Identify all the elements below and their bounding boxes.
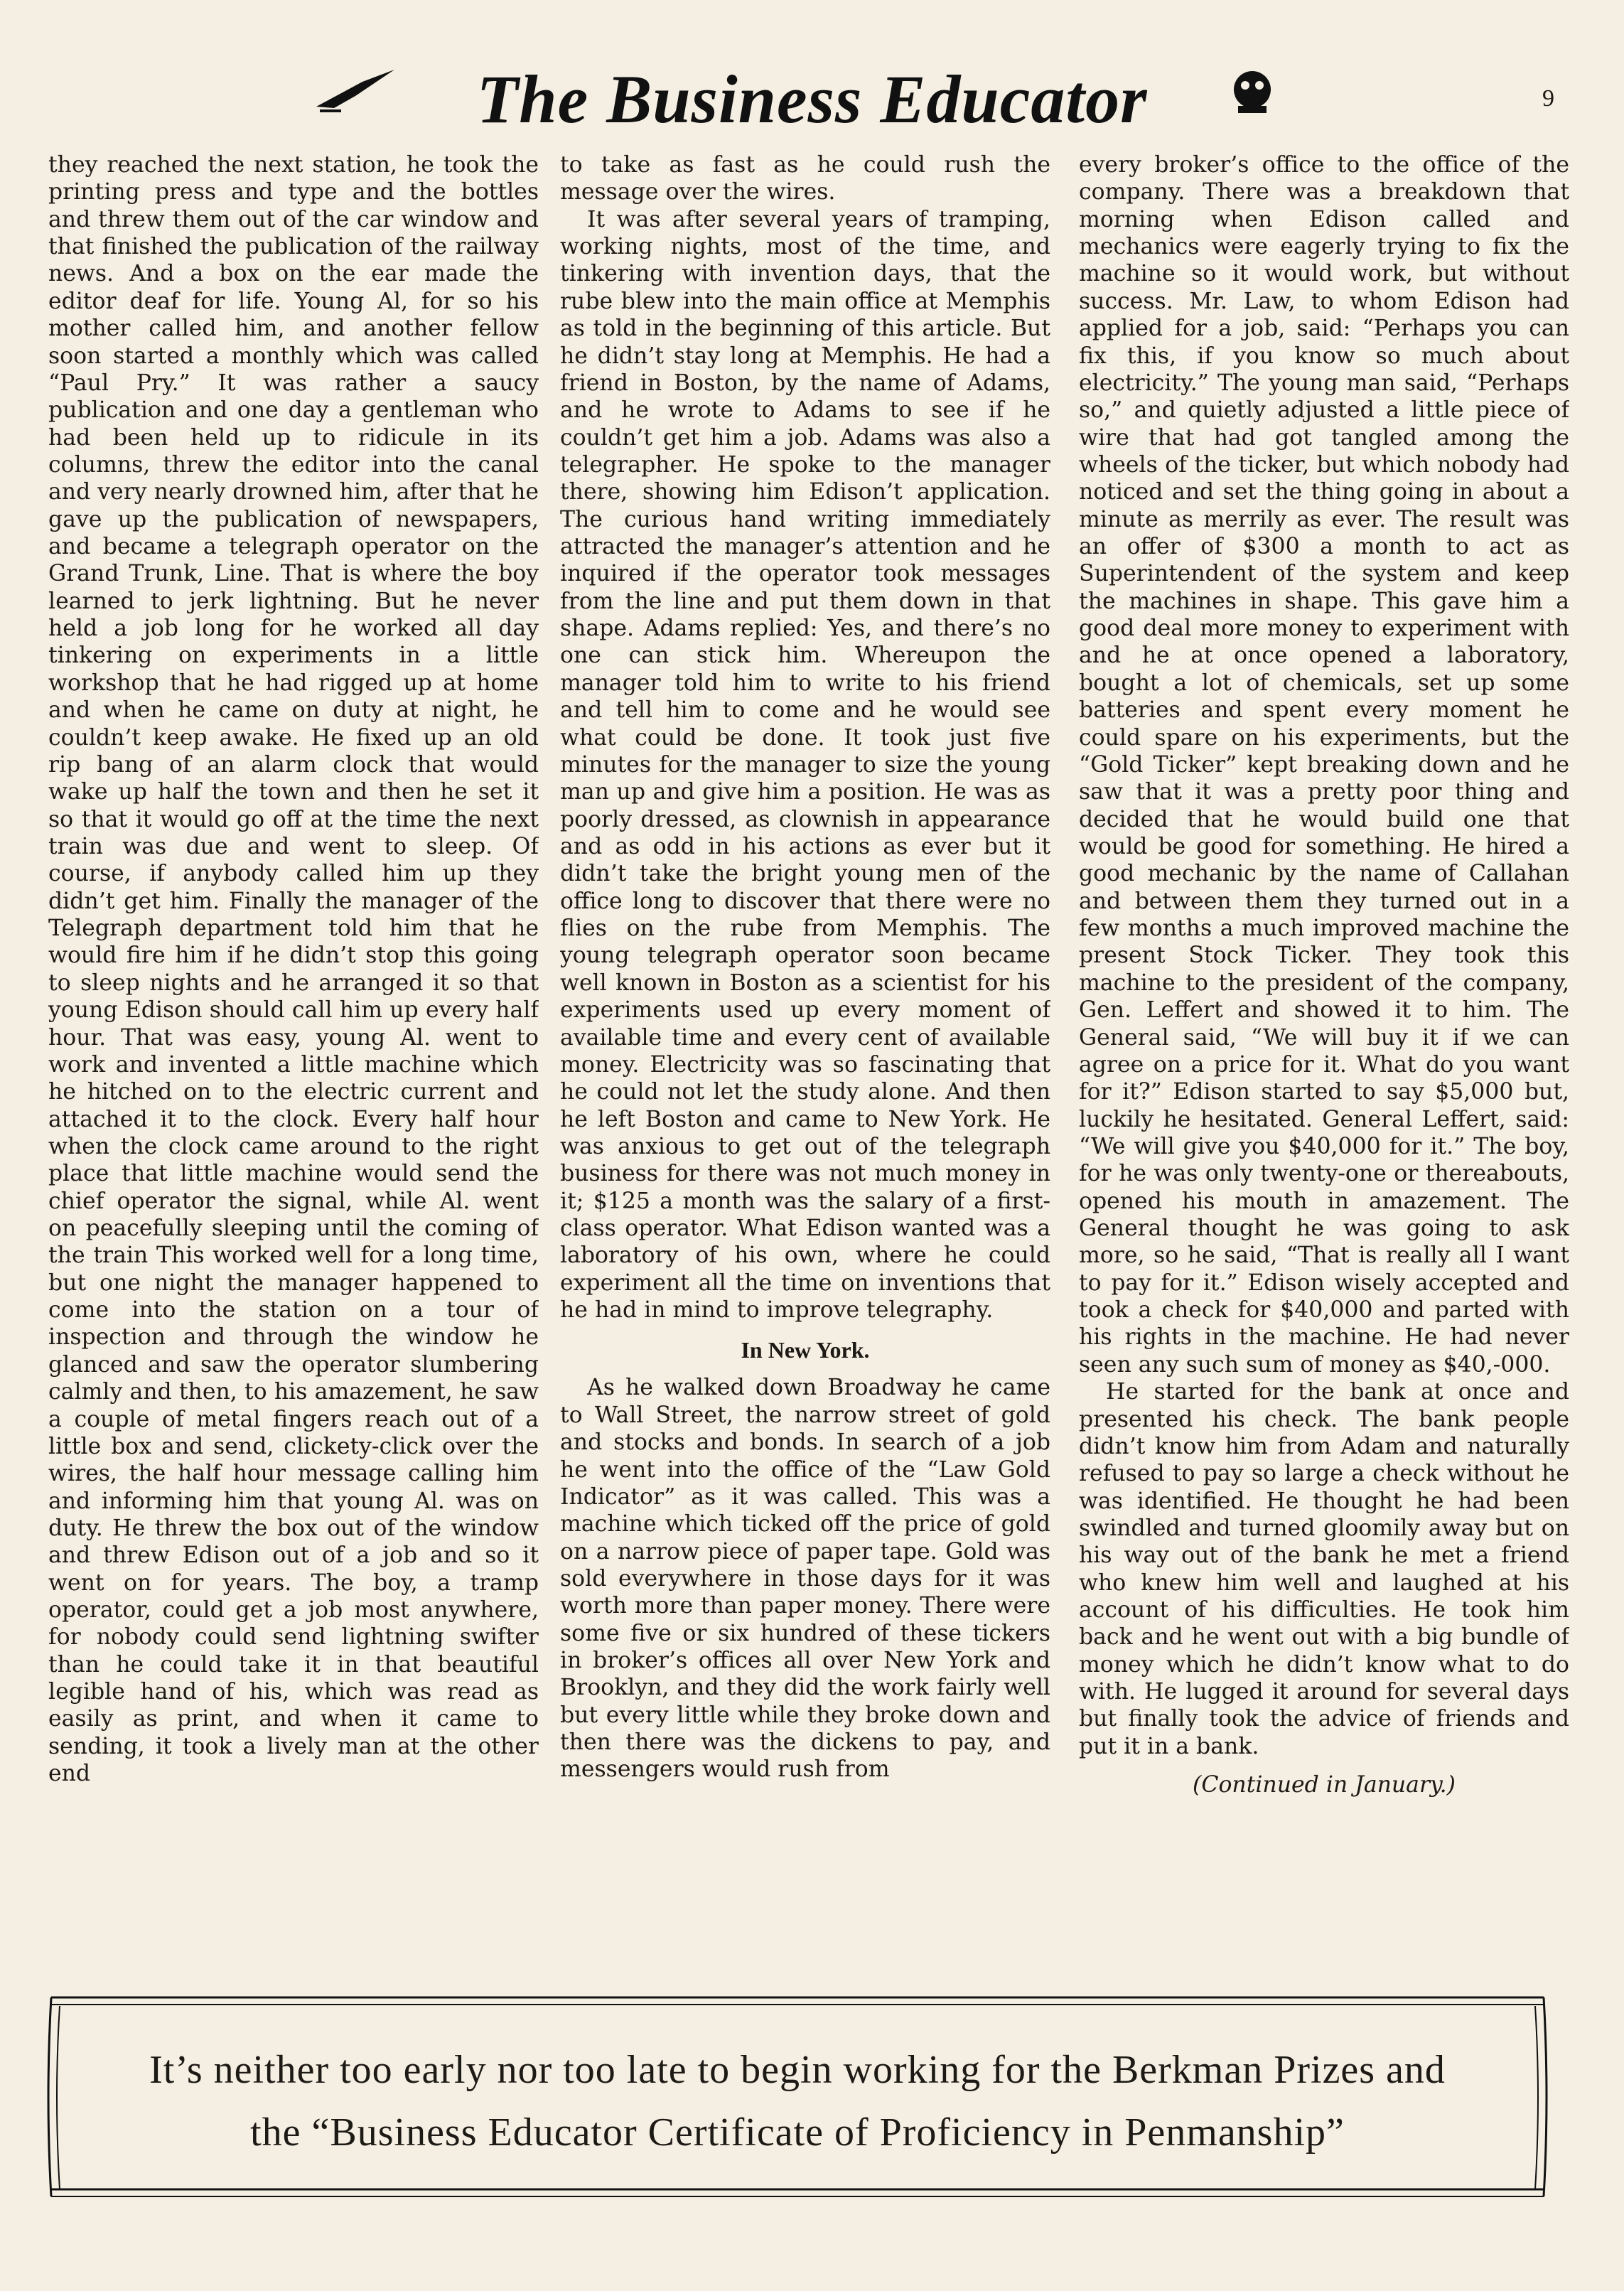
article-column-1: [48, 151, 539, 1971]
announcement-line-1: It’s neither too early nor too late to begin working for the Berkman Prizes and: [149, 2048, 1446, 2092]
emblem-icon: [1224, 67, 1281, 117]
page-number: 9: [1542, 85, 1554, 112]
paragraph: It was after several years of tramping, working nights, most of the time, and tinkering with invention days, that the rube blew into the main office at Memphis as told in the beginning of this article. But he didn’t stay long at Memphis. He had a friend in Boston, by the name of Adams, and he wrote to Adams to see if he couldn’t get him a job. Adams was also a telegrapher. He spoke to the manager there, showing him Edison’t application. The curious hand writing immediately attracted the manager’s attention and he inquired if the operator took messages from the line and put them down in that shape. Adams replied: Yes, and there’s no one can stick him. Whereupon the manager told him to write to his friend and tell him to come and he would see what could be done. It took just five minutes for the manager to size the young man up and give him a position. He was as poorly dressed, as clownish in appearance and as odd in his actions as ever but it didn’t take the bright young men of the office long to discover that there were no flies on the rube from Memphis. The young telegraph operator soon became well known in Boston as a scientist for his experiments used up every moment of available time and every cent of available money. Electricity was so fascinating that he could not let the study alone. And then he left Boston and came to New York. He was anxious to get out of the telegraph business for there was not much money in it; $125 a month was the salary of a first-class operator. What Edison wanted was a laboratory of his own, where he could experiment all the time on inventions that he had in mind to improve telegraphy.: [560, 206, 1050, 1324]
masthead-title: The Business Educator: [476, 61, 1148, 137]
article-column-3: [1079, 151, 1569, 1971]
masthead: [0, 57, 1624, 142]
continued-note: (Continued in January.): [1193, 1772, 1456, 1798]
announcement-box: [44, 1990, 1551, 2204]
ornamental-border: [44, 1990, 1551, 2204]
paragraph: to take as fast as he could rush the message over the wires.: [560, 152, 1050, 205]
paragraph: every broker’s office to the office of the company. There was a breakdown that morning when Edison called and mechanics were eagerly trying to fix the machine so it would work, but without success. Mr. Law, to whom Edison had applied for a job, said: “Perhaps you can fix this, if you know so much about electricity.” The young man said, “Perhaps so,” and quietly adjusted a little piece of wire that had got tangled among the wheels of the ticker, but which nobody had noticed and set the thing going in about a minute as merrily as ever. The result was an offer of $300 a month to act as Superintendent of the system and keep the machines in shape. This gave him a good deal more money to experiment with and he at once opened a laboratory, bought a lot of chemicals, set up some batteries and spent every moment he could spare on his experiments, but the “Gold Ticker” kept breaking down and he saw that it was a pretty poor thing and decided that he would build one that would be good for something. He hired a good mechanic by the name of Callahan and between them they turned out in a few months a much improved machine the present Stock Ticker. They took this machine to the president of the company, Gen. Leffert and showed it to him. The General said, “We will buy it if we can agree on a price for it. What do you want for it?” Edison started to say $5,000 but, luckily he hesitated. General Leffert, said: “We will give you $40,000 for it.” The boy, for he was only twenty-one or thereabouts, opened his mouth in amazement. The General thought he was going to ask more, so he said, “That is really all I want to pay for it.” Edison wisely accepted and took a check for $40,000 and parted with his rights in the machine. He had never seen any such sum of money as $40,-000.: [1079, 152, 1569, 1378]
article-column-2: [560, 151, 1050, 1971]
paragraph: He started for the bank at once and presented his check. The bank people didn’t know him from Adam and naturally refused to pay so large a check without he was identified. He thought he had been swindled and turned gloomily away but on his way out of the bank he met a friend who knew him well and laughed at his account of his difficulties. He took him back and he went out with a big bundle of money which he didn’t know what to do with. He lugged it around for several days but finally took the advice of friends and put it in a bank.: [1079, 1379, 1569, 1759]
paragraph: As he walked down Broadway he came to Wall Street, the narrow street of gold and stocks and bonds. In search of a job he went into the office of the “Law Gold Indicator” as it was called. This was a machine which ticked off the price of gold on a narrow piece of paper tape. Gold was sold everywhere in those days for it was worth more than paper money. There were some five or six hundred of these tickers in broker’s offices all over New York and Brooklyn, and they did the work fairly well but every little while they broke down and then there was the dickens to pay, and messengers would rush from: [560, 1375, 1050, 1783]
section-heading: In New York.: [741, 1337, 870, 1363]
announcement-line-2: the “Business Educator Certificate of Proficiency in Penmanship”: [250, 2110, 1345, 2155]
paragraph: they reached the next station, he took the printing press and type and the bottles and threw them out of the car window and that finished the publication of the railway news. And a box on the ear made the editor deaf for life. Young Al, for so his mother called him, and another fellow soon started a monthly which was called “Paul Pry.” It was rather a saucy publication and one day a gentleman who had been held up to ridicule in its columns, threw the editor into the canal and very nearly drowned him, after that he gave up the publication of newspapers, and became a telegraph operator on the Grand Trunk, Line. That is where the boy learned to jerk lightning. But he never held a job long for he worked all day tinkering on experiments in a little workshop that he had rigged up at home and when he came on duty at night, he couldn’t keep awake. He fixed up an old rip bang of an alarm clock that would wake up half the town and then he set it so that it would go off at the time the next train was due and went to sleep. Of course, if anybody called him up they didn’t get him. Finally the manager of the Telegraph department told him that he would fire him if he didn’t stop this going to sleep nights and he arranged it so that young Edison should call him up every half hour. That was easy, young Al. went to work and invented a little machine which he hitched on to the electric current and attached it to the clock. Every half hour when the clock came around to the right place that little machine would send the chief operator the signal, while Al. went on peacefully sleeping until the coming of the train This worked well for a long time, but one night the manager happened to come into the station on a tour of inspection and through the window he glanced and saw the operator slumbering calmly and then, to his amazement, he saw a couple of metal fingers reach out of a little box and send, clickety-click over the wires, the half hour message calling him and informing him that young Al. was on duty. He threw the box out of the window and threw Edison out of a job and so it went on for years. The boy, a tramp operator, could get a job most anywhere, for nobody could send lightning swifter than he could take it in that beautiful legible hand of his, which was read as easily as print, and when it came to sending, it took a lively man at the other end: [48, 152, 539, 1787]
